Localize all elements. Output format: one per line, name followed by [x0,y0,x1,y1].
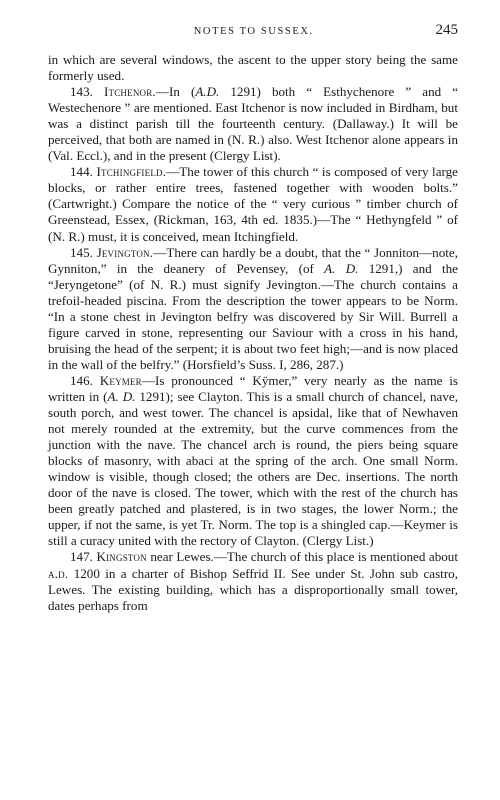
page-number: 245 [435,22,458,38]
entry-144 [48,164,458,244]
entry-text: 1291,) and the “Jeryngetone” (of N. R.) must signify Jevington.—The church contains a trefoil-headed piscina. From the description the tower appears to be Norm. “In a stone chest in Jevington belfry was discovered by Sir Will. Burrell a figure carved in stone, representing our Saviour with a cross in his hand, bruising the head of the serpent; it is about two feet high;—and is now placed in the wall of the belfry.” (Horsfield’s Suss. I, 286, 287.) [48,260,458,372]
entry-number: 143. [70,84,93,100]
entry-date-label: a.d. [48,565,69,581]
entry-number: 144. [70,164,93,180]
entry-text: 1200 in a charter of Bishop Seffrid II. See under St. John sub castro, Lewes. The existing building, which has a disproportionally small tower, dates perhaps from [48,565,458,613]
body-text [48,52,458,614]
entry-143 [48,84,458,164]
entry-147 [48,549,458,613]
entry-number: 147. [70,549,93,565]
running-header [48,22,458,48]
entry-text: —The tower of this church “ is composed of very large blocks, or rather entire trees, fastened together with wooden bolts.” (Cartwright.) Compare the notice of the “ very curious ” timber church of Greenstead, Essex, (Rickman, 163, 4th ed. 1835.)—The “ Hethyngfeld ” of (N. R.) must, it is conceived, mean Itchingfield. [48,164,458,244]
entry-text: 1291) both “ Esthychenore ” and “ Westechenore ” are mentioned. East Itchenor is now included in Birdham, but was a distinct parish till the fourteenth century. (Dallaway.) It will be perceived, that both are named in (N. R.) also. West Itchenor alone appears in (Val. Eccl.), and in the present (Clergy List). [48,84,459,164]
entry-text: 1291); see Clayton. This is a small church of chancel, nave, south porch, and west tower. The chancel is apsidal, like that of Newhaven not merely rounded at the extremity, but the curve commences from the junction with the nave. The chancel arch is round, the piers being square blocks of masonry, with abaci at the spring of the arch. One small Norm. window is visible, though closed; the others are Dec. insertions. The north door of the nave is closed. The tower, which with the rest of the church has been greatly patched and plastered, is in two stages, the lower Norm.; the upper, if not the same, is yet Tr. Norm. The top is a shingled cap.—Keymer is still a curacy united with the rectory of Clayton. (Clergy List.) [48,388,458,549]
entry-text: near Lewes.—The church of this place is mentioned about [146,549,458,565]
entry-number: 146. [70,372,93,388]
continuation-paragraph: in which are several windows, the ascent to the upper story being the same formerly used. [48,52,458,84]
entry-text: —In ( [155,84,196,100]
entry-date-label: A.D. [195,84,220,100]
entry-text: —Is pronounced “ Kÿmer,” very nearly as the name is written in ( [48,372,459,404]
entry-146 [48,373,458,550]
entry-text: —There can hardly be a doubt, that the “ Jonniton—note, Gynniton,” in the deanery of Pevensey, (of [48,244,458,276]
entry-place-name: Itchenor. [103,84,156,100]
entry-145 [48,245,458,373]
entry-date-label: A. D. [324,260,359,276]
entry-place-name: Keymer [99,372,142,388]
entry-date-label: A. D. [107,388,136,404]
entry-place-name: Kingston [96,549,147,565]
running-title: NOTES TO SUSSEX. [193,26,314,37]
entry-place-name: Itchingfield. [96,164,167,180]
entry-place-name: Jevington. [96,244,154,260]
entry-number: 145. [70,244,93,260]
